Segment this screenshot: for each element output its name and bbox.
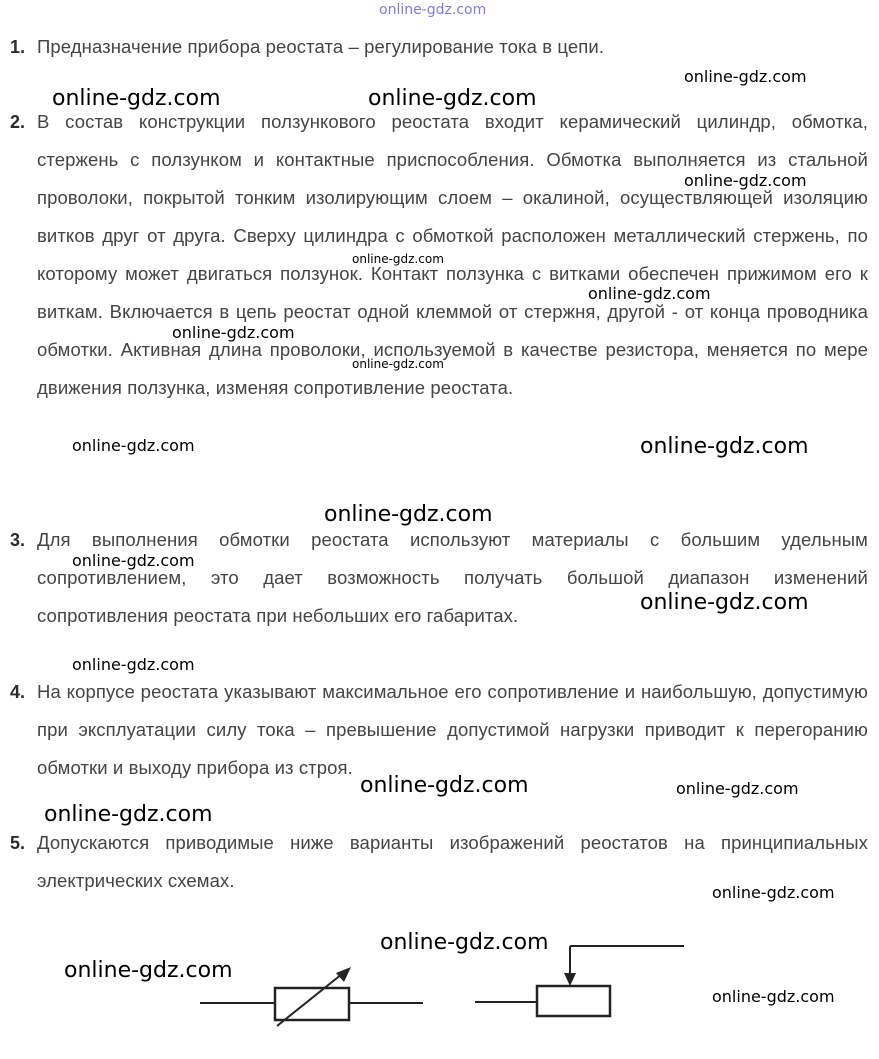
item-text: Для выполнения обмотки реостата используют материалы с большим удельным сопротивлением, это дает возможность получать большой диапазон изменений сопротивления реостата при небольших его габаритах.	[37, 529, 868, 626]
item-number: 3.	[10, 530, 26, 550]
watermark: online-gdz.com	[324, 502, 493, 527]
item-number: 4.	[10, 682, 26, 702]
watermark: online-gdz.com	[640, 434, 809, 459]
watermark: online-gdz.com	[44, 802, 213, 827]
watermark: online-gdz.com	[712, 987, 835, 1006]
watermark: online-gdz.com	[72, 551, 195, 570]
item-text: В состав конструкции ползункового реостата входит керамический цилиндр, обмотка, стержень с ползунком и контактные приспособления. Обмотка выполняется из стальной проволоки, покрытой тонким изолирующим слоем – окалиной, осуществляющей изоляцию витков друг от друга. Сверху цилиндра с обмоткой расположен металлический стержень, по которому может двигаться ползунок. Контакт ползунка с витками обеспечен прижимом его к виткам. Включается в цепь реостат одной клеммой от стержня, другой - от конца проводника обмотки. Активная длина проволоки, используемой в качестве резистора, меняется по мере движения ползунка, изменяя сопротивление реостата.	[37, 111, 868, 398]
watermark: online-gdz.com	[380, 930, 549, 955]
watermark: online-gdz.com	[588, 284, 711, 303]
item-number: 2.	[10, 112, 26, 132]
watermark: online-gdz.com	[352, 252, 444, 266]
watermark: online-gdz.com	[640, 590, 809, 615]
watermark: online-gdz.com	[684, 171, 807, 190]
watermark: online-gdz.com	[172, 323, 295, 342]
watermark: online-gdz.com	[72, 655, 195, 674]
watermark: online-gdz.com	[368, 86, 537, 111]
item-number: 1.	[10, 37, 26, 57]
watermark: online-gdz.com	[72, 436, 195, 455]
watermark: online-gdz.com	[676, 779, 799, 798]
watermark-top: online-gdz.com	[379, 2, 487, 18]
watermark: online-gdz.com	[352, 357, 444, 371]
watermark: online-gdz.com	[52, 86, 221, 111]
item-text: На корпусе реостата указывают максимальное его сопротивление и наибольшую, допустимую при эксплуатации силу тока – превышение допустимой нагрузки приводит к перегоранию обмотки и выходу прибора из строя.	[37, 681, 868, 778]
item-text: Предназначение прибора реостата – регулирование тока в цепи.	[37, 36, 605, 57]
item-number: 5.	[10, 833, 26, 853]
watermark: online-gdz.com	[712, 883, 835, 902]
watermark: online-gdz.com	[684, 67, 807, 86]
watermark: online-gdz.com	[360, 773, 529, 798]
watermark: online-gdz.com	[64, 958, 233, 983]
item-text: Допускаются приводимые ниже варианты изображений реостатов на принципиальных электрических схемах.	[37, 832, 868, 891]
